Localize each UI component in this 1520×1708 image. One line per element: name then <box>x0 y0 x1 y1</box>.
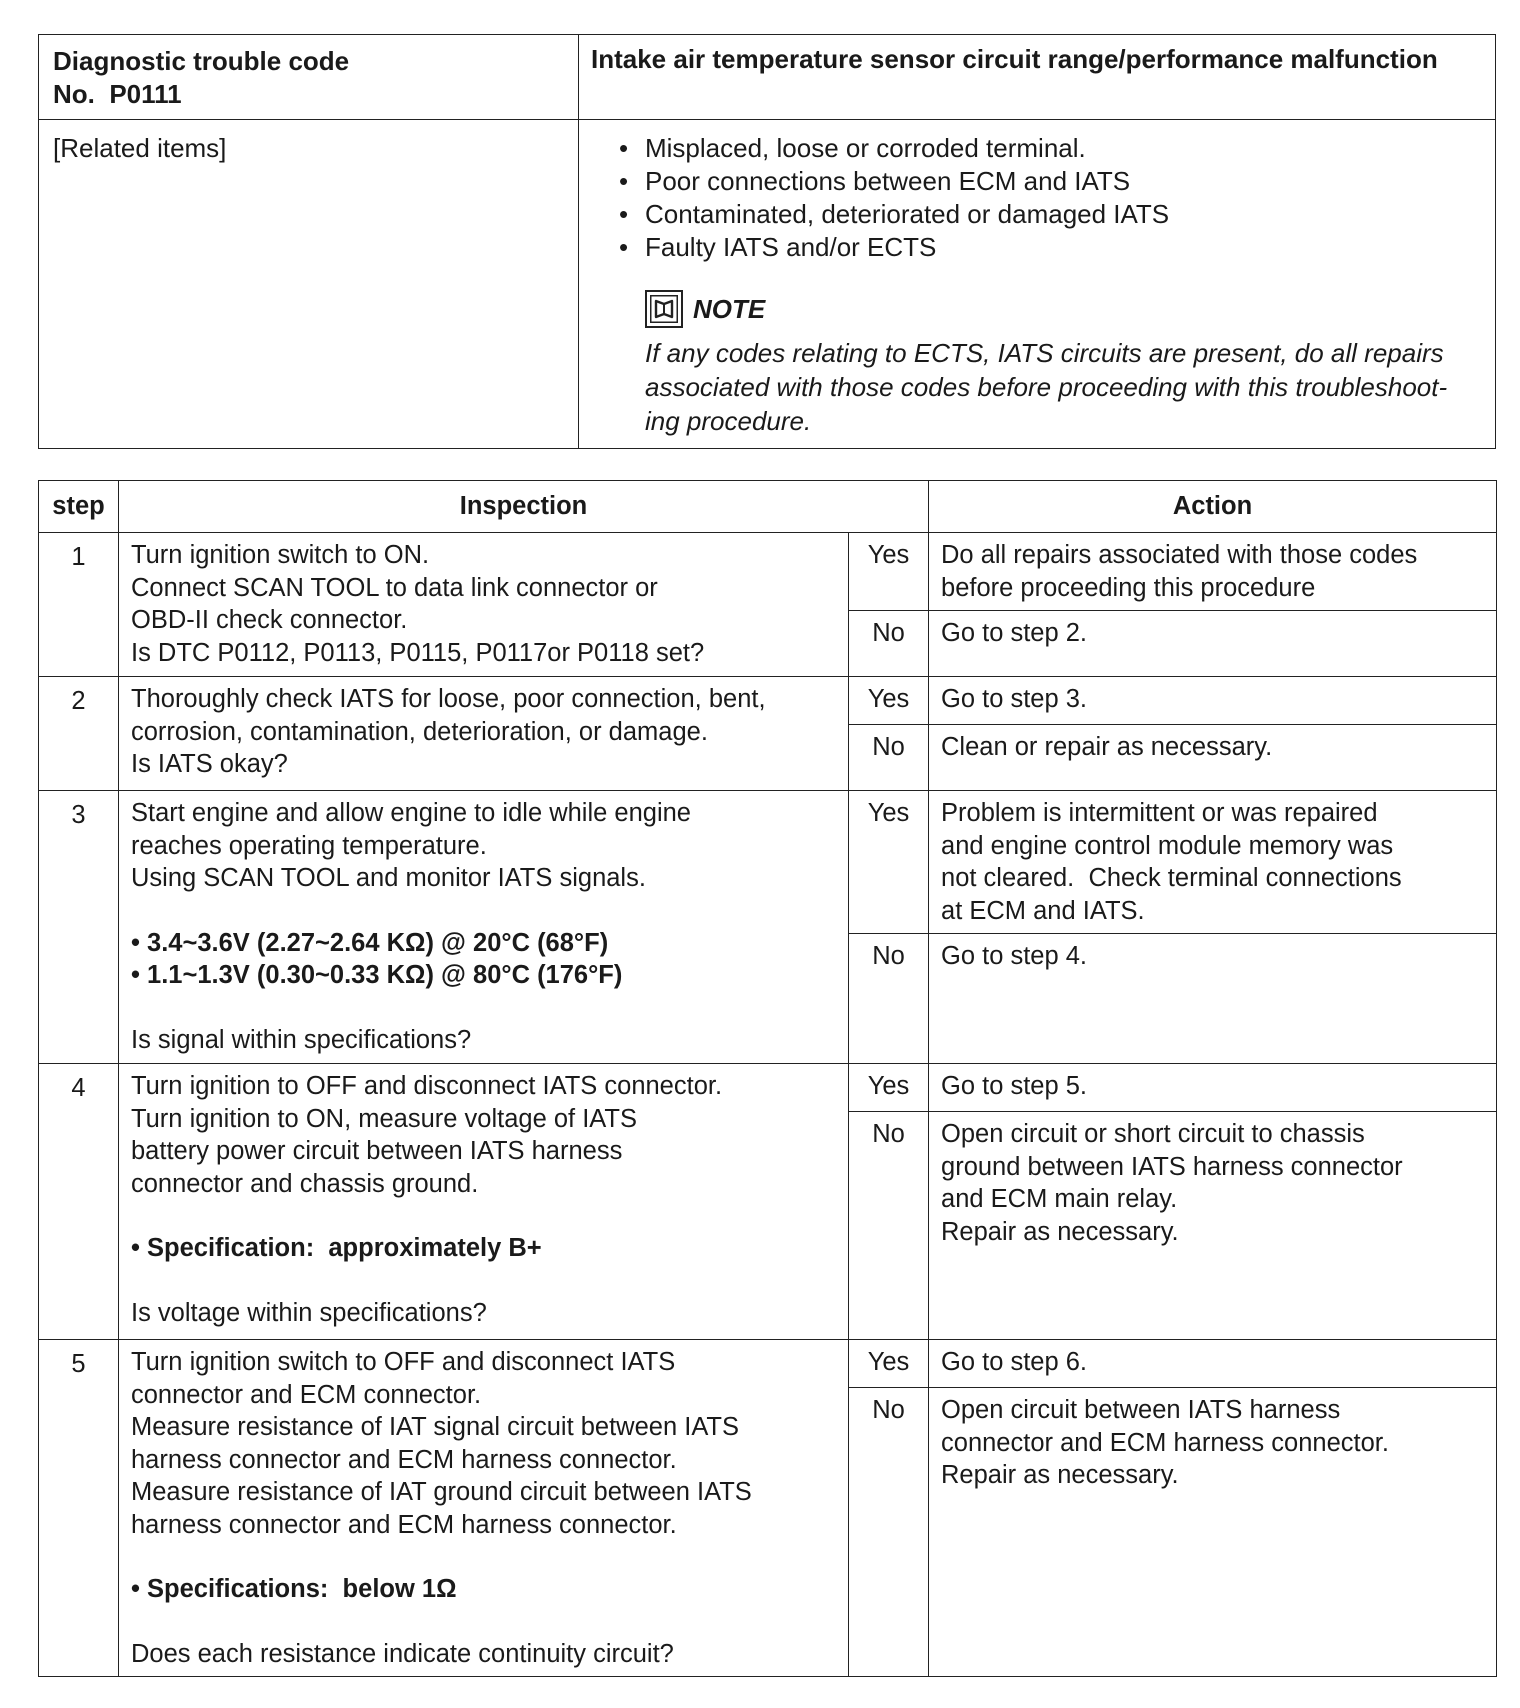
spacer <box>131 1265 836 1297</box>
no-action <box>929 611 1497 677</box>
inspection-line: corrosion, contamination, deterioration, or damage. <box>131 717 708 746</box>
no-label: No <box>849 1388 929 1677</box>
table-row <box>39 1064 1497 1112</box>
no-action <box>929 1112 1497 1340</box>
yes-label: Yes <box>849 1340 929 1388</box>
action-line: connector and ECM harness connector. <box>941 1428 1389 1457</box>
inspection-line: Using SCAN TOOL and monitor IATS signals. <box>131 864 646 892</box>
inspection-line: Measure resistance of IAT signal circuit between IATS <box>131 1413 740 1441</box>
inspection-line: harness connector and ECM harness connector. <box>131 1510 677 1539</box>
inspection-line: Measure resistance of IAT ground circuit between IATS <box>131 1478 752 1506</box>
inspection-line: battery power circuit between IATS harness <box>131 1137 623 1165</box>
action-line: Repair as necessary. <box>941 1217 1179 1246</box>
inspection-line: connector and ECM connector. <box>131 1380 482 1409</box>
action-line: ground between IATS harness connector <box>941 1152 1403 1181</box>
inspection-line: Turn ignition switch to OFF and disconnect IATS <box>131 1348 676 1376</box>
inspection-question: Is signal within specifications? <box>131 1025 472 1054</box>
yes-action <box>929 677 1497 725</box>
action-line: Open circuit or short circuit to chassis <box>941 1120 1365 1148</box>
step-inspection <box>119 1340 849 1677</box>
related-item: • Contaminated, deteriorated or damaged IATS <box>617 198 1481 231</box>
step-number: 1 <box>39 533 119 677</box>
yes-action <box>929 1340 1497 1388</box>
inspection-question: Does each resistance indicate continuity circuit? <box>131 1639 674 1668</box>
spec-line: • Specifications: below 1Ω <box>131 1575 457 1603</box>
step-inspection <box>119 677 849 791</box>
spacer <box>131 1541 836 1573</box>
inspection-line: connector and chassis ground. <box>131 1169 479 1198</box>
spacer <box>131 1606 836 1638</box>
note-heading <box>645 290 1481 328</box>
action-line: Go to step 2. <box>941 619 1088 647</box>
inspection-line: reaches operating temperature. <box>131 831 487 860</box>
inspection-line: Turn ignition switch to ON. <box>131 541 430 569</box>
step-number: 4 <box>39 1064 119 1340</box>
table-row <box>39 791 1497 934</box>
step-number: 3 <box>39 791 119 1064</box>
col-header-step: step <box>39 481 119 533</box>
spacer <box>131 992 836 1024</box>
step-inspection <box>119 533 849 677</box>
inspection-line: OBD-II check connector. <box>131 606 408 634</box>
spec-line: • 3.4~3.6V (2.27~2.64 KΩ) @ 20°C (68°F) <box>131 928 609 957</box>
no-label: No <box>849 725 929 791</box>
dtc-header-table <box>38 34 1496 449</box>
yes-label: Yes <box>849 791 929 934</box>
inspection-question: Is voltage within specifications? <box>131 1298 487 1327</box>
yes-action <box>929 1064 1497 1112</box>
spacer <box>131 1200 836 1232</box>
yes-label: Yes <box>849 677 929 725</box>
spec-line: • Specification: approximately B+ <box>131 1234 542 1262</box>
dtc-code-label: Diagnostic trouble code <box>53 46 350 76</box>
related-item: • Faulty IATS and/or ECTS <box>617 231 1481 264</box>
dtc-title: Intake air temperature sensor circuit range/performance malfunction <box>579 35 1496 120</box>
inspection-line: Thoroughly check IATS for loose, poor connection, bent, <box>131 685 766 713</box>
table-row <box>39 1340 1497 1388</box>
inspection-line: Is IATS okay? <box>131 750 288 778</box>
related-item: • Misplaced, loose or corroded terminal. <box>617 132 1481 165</box>
related-items-list <box>617 132 1481 264</box>
yes-label: Yes <box>849 1064 929 1112</box>
no-action <box>929 725 1497 791</box>
action-line: Go to step 3. <box>941 685 1088 713</box>
yes-label: Yes <box>849 533 929 611</box>
inspection-line: Is DTC P0112, P0113, P0115, P0117or P0118 set? <box>131 638 705 667</box>
book-icon-glyph <box>652 297 676 321</box>
action-line: and ECM main relay. <box>941 1185 1178 1213</box>
col-header-action: Action <box>929 481 1497 533</box>
inspection-line: Connect SCAN TOOL to data link connector or <box>131 573 658 602</box>
no-label: No <box>849 611 929 677</box>
note-label: NOTE <box>693 293 766 324</box>
dtc-code-cell <box>39 35 579 120</box>
no-action <box>929 1388 1497 1677</box>
related-items-cell <box>579 120 1496 449</box>
yes-action <box>929 791 1497 934</box>
step-inspection <box>119 1064 849 1340</box>
action-line: not cleared. Check terminal connections <box>941 864 1402 892</box>
table-row <box>39 533 1497 611</box>
inspection-line: harness connector and ECM harness connector. <box>131 1445 677 1474</box>
dtc-code-number: No. P0111 <box>53 79 182 109</box>
related-item: • Poor connections between ECM and IATS <box>617 165 1481 198</box>
spec-line: • 1.1~1.3V (0.30~0.33 KΩ) @ 80°C (176°F) <box>131 961 623 989</box>
action-line: Do all repairs associated with those codes <box>941 541 1418 569</box>
action-line: before proceeding this procedure <box>941 573 1316 602</box>
table-row <box>39 677 1497 725</box>
step-number: 5 <box>39 1340 119 1677</box>
spacer <box>131 895 836 927</box>
step-number: 2 <box>39 677 119 791</box>
step-inspection <box>119 791 849 1064</box>
action-line: at ECM and IATS. <box>941 896 1145 925</box>
action-line: Clean or repair as necessary. <box>941 733 1273 761</box>
related-items-label: [Related items] <box>39 120 579 449</box>
action-line: Problem is intermittent or was repaired <box>941 799 1378 827</box>
action-line: Open circuit between IATS harness <box>941 1396 1341 1425</box>
yes-action <box>929 533 1497 611</box>
col-header-inspection: Inspection <box>119 481 929 533</box>
inspection-line: Start engine and allow engine to idle while engine <box>131 799 691 827</box>
no-action <box>929 934 1497 1064</box>
action-line: Go to step 6. <box>941 1348 1088 1376</box>
troubleshooting-table <box>38 480 1497 1677</box>
book-icon <box>645 290 683 328</box>
no-label: No <box>849 934 929 1064</box>
no-label: No <box>849 1112 929 1340</box>
inspection-line: Turn ignition to ON, measure voltage of IATS <box>131 1104 637 1133</box>
action-line: Go to step 5. <box>941 1072 1088 1100</box>
action-line: Repair as necessary. <box>941 1461 1179 1490</box>
inspection-line: Turn ignition to OFF and disconnect IATS connector. <box>131 1072 723 1100</box>
note-text: If any codes relating to ECTS, IATS circuits are present, do all repairs associated with those codes before proceeding with this troubleshoot-ing procedure. <box>645 338 1448 436</box>
action-line: and engine control module memory was <box>941 831 1394 860</box>
action-line: Go to step 4. <box>941 942 1088 970</box>
